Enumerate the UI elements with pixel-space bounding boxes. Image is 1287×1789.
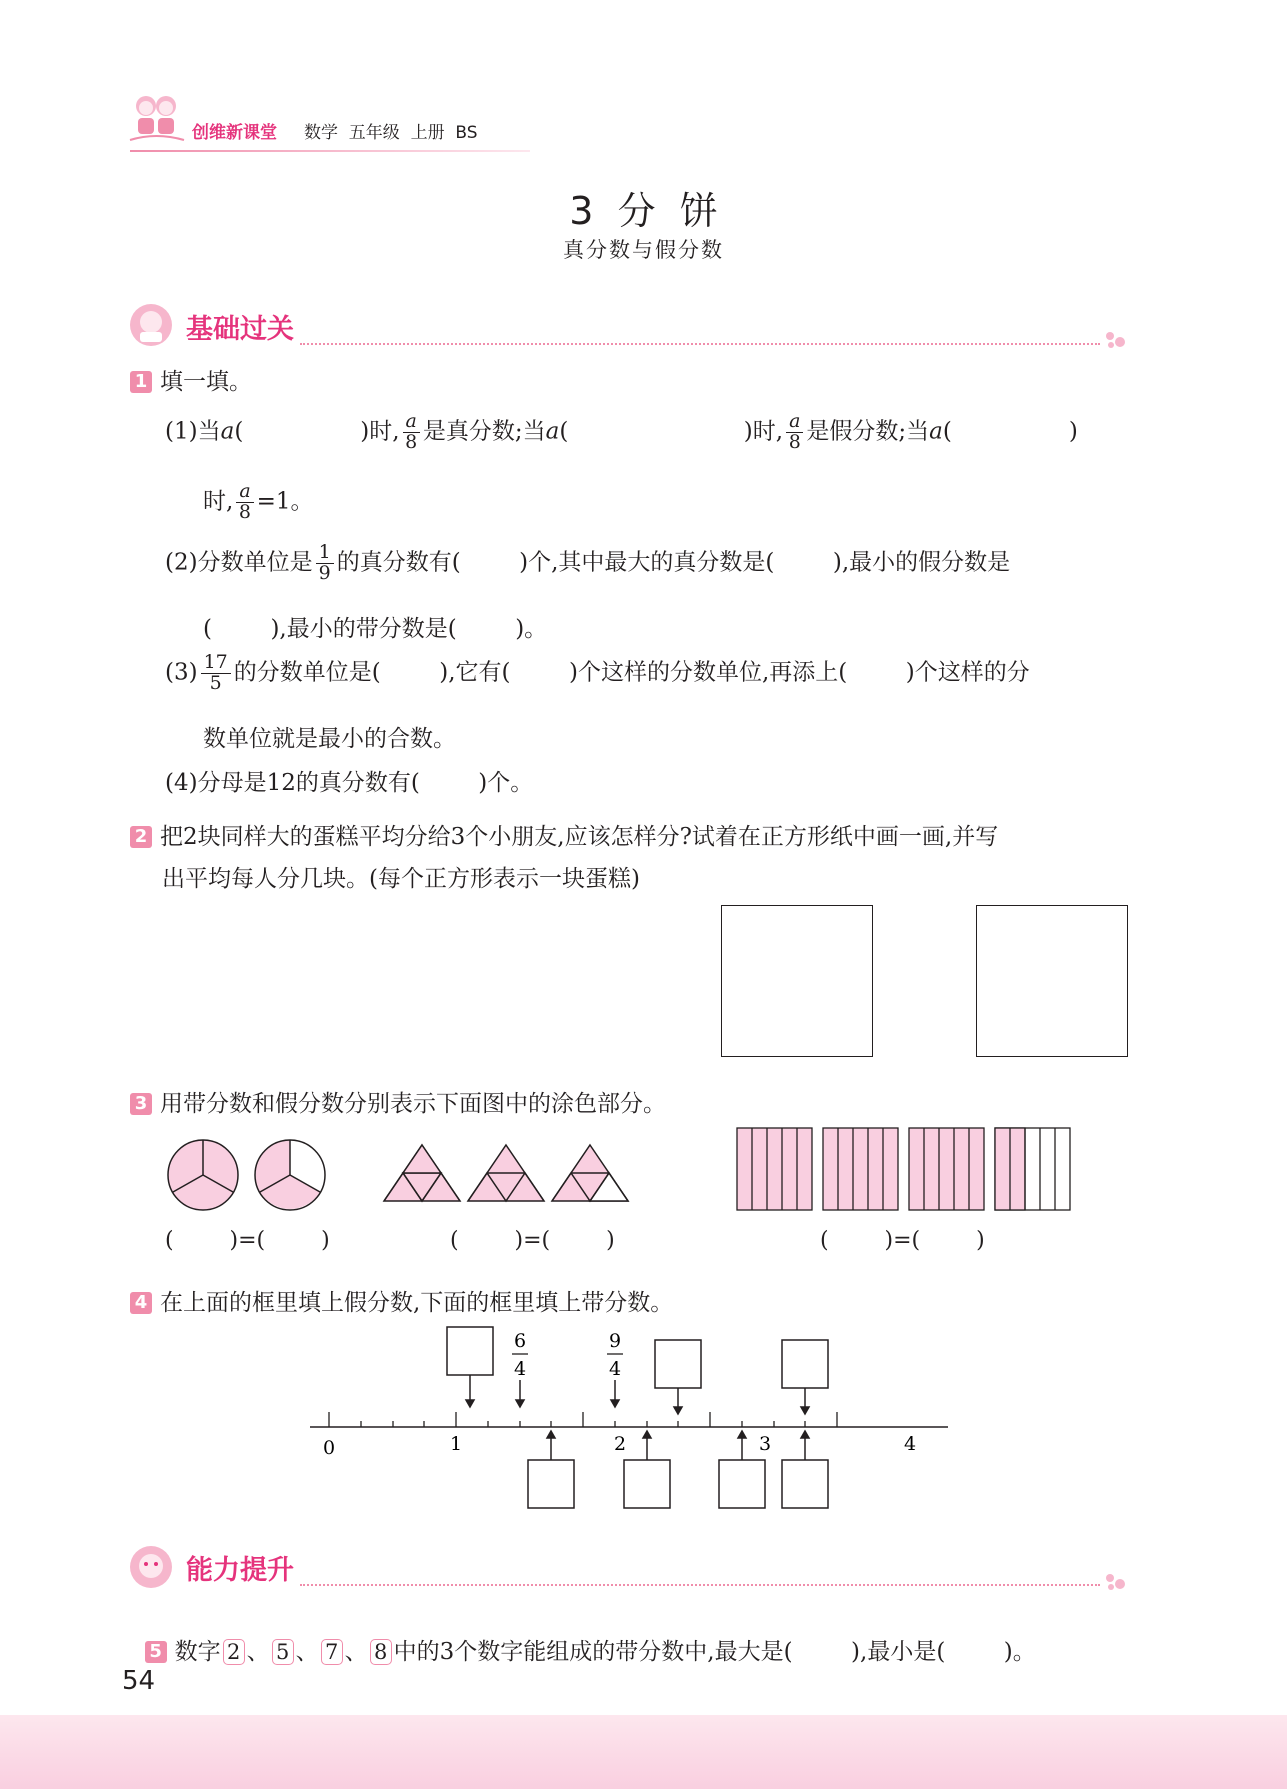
circle-figure-2	[255, 1140, 325, 1210]
q1-part4: (4)分母是12的真分数有( )个。	[165, 770, 534, 796]
header-rule	[130, 150, 530, 152]
label-6-4-num: 6	[513, 1330, 527, 1352]
q5-number: 5	[145, 1641, 167, 1663]
cake-square-2	[976, 905, 1128, 1057]
footer-band	[0, 1715, 1287, 1789]
q3-answer-bars: ( )=( )	[820, 1228, 985, 1253]
tick-label-1: 1	[449, 1433, 463, 1455]
page-number: 54	[122, 1666, 156, 1696]
lower-box-2	[624, 1460, 670, 1508]
q2-line2: 出平均每人分几块。(每个正方形表示一块蛋糕)	[162, 866, 640, 892]
q3-figures	[160, 1125, 1080, 1225]
label-9-4-num: 9	[608, 1330, 622, 1352]
q2-line1: 2 把2块同样大的蛋糕平均分给3个小朋友,应该怎样分?试着在正方形纸中画一画,并写	[130, 818, 998, 851]
q4-number: 4	[130, 1292, 152, 1314]
section-icon-advanced	[128, 1544, 174, 1590]
digit-box: 8	[370, 1639, 392, 1665]
fraction-17-over-5: $\frac{17}{5}$	[201, 653, 231, 694]
triangle-figure-3	[552, 1145, 628, 1201]
tick-label-3: 3	[758, 1433, 772, 1455]
fraction-a-over-8: $\frac{a}{8}$	[236, 482, 253, 523]
bar-figure-4	[995, 1128, 1070, 1210]
bar-figure-2	[823, 1128, 898, 1210]
upper-box-3	[782, 1340, 828, 1388]
q1-part1: (1)当a( )时, $\frac{a}{8}$ 是真分数;当a( )时, $\frac{a}{8}$ 是假分数;当a( )	[165, 410, 1078, 453]
q1-part3: (3) $\frac{17}{5}$ 的分数单位是( ),它有( )个这样的分数单位,再添上( )个这样的分	[165, 651, 1030, 694]
triangle-figure-2	[468, 1145, 544, 1201]
bar-figure-3	[909, 1128, 984, 1210]
fraction-1-over-9: $\frac{1}{9}$	[316, 543, 334, 584]
digit-box: 2	[223, 1639, 245, 1665]
q2-number: 2	[130, 826, 152, 848]
triangle-figure-1	[384, 1145, 460, 1201]
tick-label-2: 2	[613, 1433, 627, 1455]
q1-part2: (2)分数单位是 $\frac{1}{9}$ 的真分数有( )个,其中最大的真分数是( ),最小的假分数是	[165, 541, 1011, 584]
label-6-4-den: 4	[513, 1358, 527, 1380]
upper-box-2	[655, 1340, 701, 1388]
cake-square-1	[721, 905, 873, 1057]
page-subtitle: 真分数与假分数	[563, 238, 724, 262]
bar-figure-1	[737, 1128, 812, 1210]
section-rule-basic	[300, 343, 1100, 345]
lower-box-1	[528, 1460, 574, 1508]
number-line	[300, 1320, 960, 1520]
section-rule-advanced	[300, 1584, 1100, 1586]
q1-part1-cont: 时, $\frac{a}{8}$ =1。	[203, 480, 314, 523]
lower-box-3	[719, 1460, 765, 1508]
q1-number: 1	[130, 371, 152, 393]
circle-figure-1	[168, 1140, 238, 1210]
lower-box-4	[782, 1460, 828, 1508]
q1-stem: 1 填一填。	[130, 363, 252, 396]
tick-label-4: 4	[903, 1433, 917, 1455]
q4-stem: 4 在上面的框里填上假分数,下面的框里填上带分数。	[130, 1284, 673, 1317]
page-title: 3 分 饼	[569, 189, 718, 233]
section-dots-basic	[1104, 330, 1130, 352]
digit-box: 7	[321, 1639, 343, 1665]
digit-box: 5	[272, 1639, 294, 1665]
section-dots-advanced	[1104, 1572, 1130, 1594]
upper-box-1	[447, 1327, 493, 1375]
q3-answer-triangles: ( )=( )	[450, 1228, 615, 1253]
q3-answer-circles: ( )=( )	[165, 1228, 330, 1253]
tick-label-0: 0	[322, 1437, 336, 1459]
header-mascot	[126, 88, 186, 148]
header-brand: 创维新课堂	[192, 123, 277, 143]
label-9-4-den: 4	[608, 1358, 622, 1380]
q3-stem: 3 用带分数和假分数分别表示下面图中的涂色部分。	[130, 1085, 666, 1118]
section-icon-basic	[128, 302, 174, 348]
q1-part3-cont: 数单位就是最小的合数。	[203, 726, 456, 752]
q1-part2-cont: ( ),最小的带分数是( )。	[203, 616, 548, 642]
section-title-advanced: 能力提升	[186, 1555, 294, 1586]
section-title-basic: 基础过关	[186, 314, 294, 345]
fraction-a-over-8: $\frac{a}{8}$	[403, 412, 420, 453]
q5-line: 5 数字 2 、 5 、 7 、 8 中的3个数字能组成的带分数中,最大是( ),最小是( )。	[130, 1607, 1036, 1666]
header-meta: 数学 五年级 上册 BS	[304, 123, 478, 143]
q3-number: 3	[130, 1093, 152, 1115]
fraction-a-over-8: $\frac{a}{8}$	[786, 412, 803, 453]
